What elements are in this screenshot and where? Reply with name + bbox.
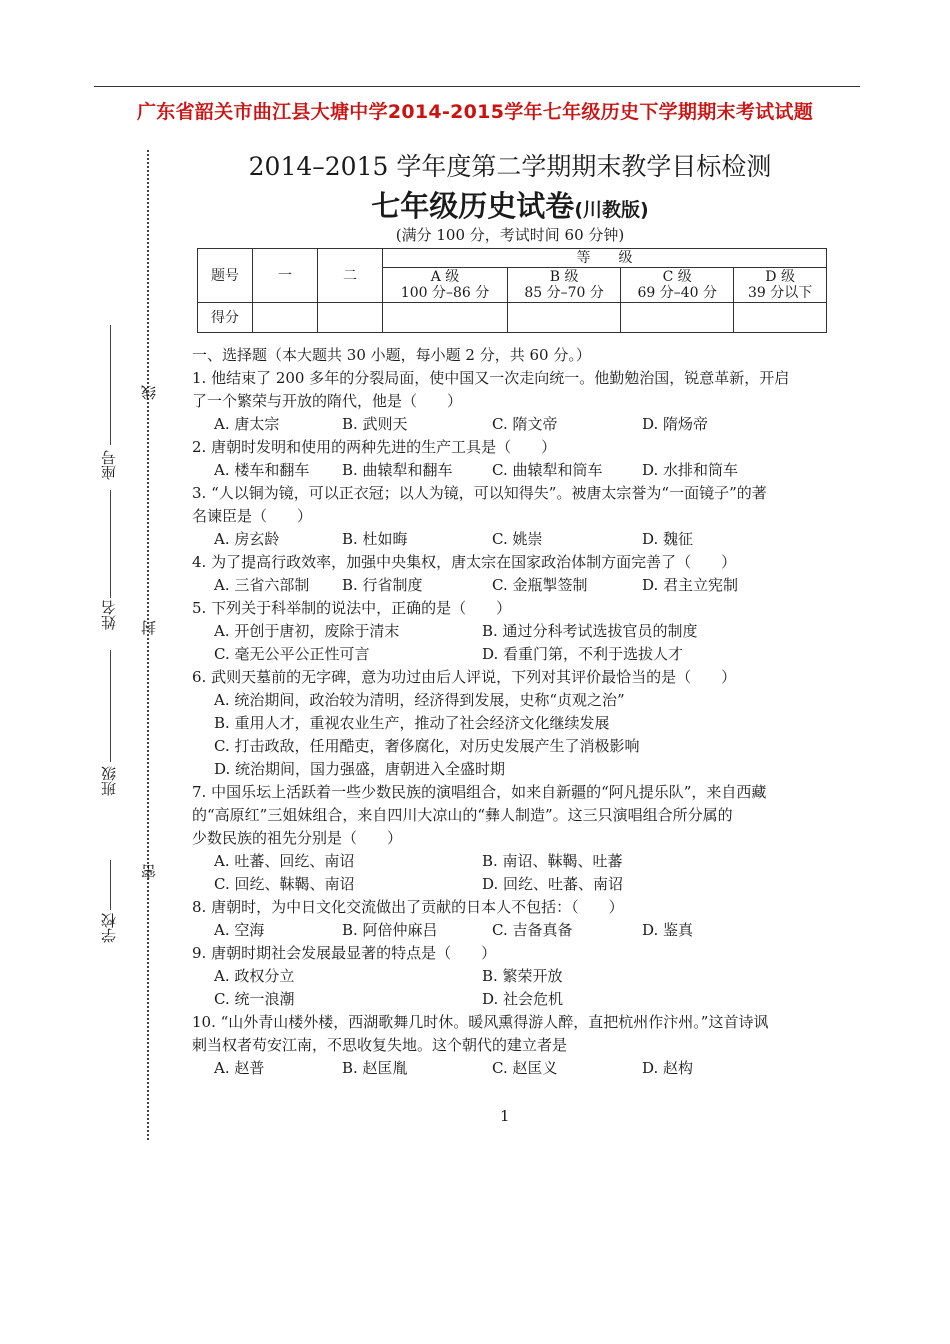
- question-6: [192, 666, 832, 781]
- question-3: [192, 482, 832, 551]
- answer-option: D. 回纥、吐蕃、南诏: [482, 875, 624, 893]
- question-2: [192, 436, 832, 482]
- option-row: [192, 643, 832, 666]
- answer-option: B. 南诏、靺鞨、吐蕃: [482, 852, 623, 870]
- grade-b-name: B 级: [549, 269, 579, 285]
- question-10: [192, 1011, 832, 1080]
- exam-subtitle-text: 七年级历史试卷: [371, 189, 575, 223]
- option-row: [192, 620, 832, 643]
- binding-blank-seat: [110, 325, 111, 445]
- answer-option: D. 隋炀帝: [642, 415, 709, 433]
- binding-blank-name: [110, 490, 111, 598]
- question-stem-line: 9. 唐朝时期社会发展最显著的特点是（ ）: [192, 944, 497, 962]
- grade-d-range: 39 分以下: [748, 285, 813, 301]
- question-stem-line: 少数民族的祖先分别是（ ）: [192, 829, 403, 847]
- answer-option: D. 社会危机: [482, 990, 564, 1008]
- answer-option: A. 房玄龄: [214, 530, 280, 548]
- exam-title: 2014–2015 学年度第二学期期末教学目标检测: [248, 152, 772, 181]
- answer-option: D. 看重门第，不利于选拔人才: [482, 645, 684, 663]
- question-5: [192, 597, 832, 666]
- answer-option: A. 开创于唐初，废除于清末: [214, 622, 400, 640]
- score-header-tihao: 题号: [198, 249, 253, 303]
- option-row: [192, 850, 832, 873]
- grade-c-name: C 级: [662, 269, 692, 285]
- score-cell-c: [621, 303, 734, 333]
- question-stem-line: 5. 下列关于科举制的说法中，正确的是（ ）: [192, 599, 512, 617]
- answer-option: C. 隋文帝: [492, 415, 558, 433]
- answer-option: D. 鉴真: [642, 921, 694, 939]
- option-row: [192, 988, 832, 1011]
- option-row: [192, 574, 832, 597]
- grade-b-range: 85 分–70 分: [524, 285, 604, 301]
- top-rule: [94, 86, 860, 87]
- score-header-grade: 等 级: [383, 249, 827, 268]
- grade-a: [383, 268, 508, 303]
- score-cell-d: [734, 303, 827, 333]
- seal-word-xian: 线: [140, 385, 158, 400]
- answer-option: C. 金瓶掣签制: [492, 576, 588, 594]
- score-header-two: 二: [318, 249, 383, 303]
- question-stem-line: 10. “山外青山楼外楼，西湖歌舞几时休。暖风熏得游人醉，直把杭州作汴州。”这首诗讽: [192, 1013, 769, 1031]
- binding-label-seat: 座号: [100, 450, 118, 480]
- grade-d-name: D 级: [765, 269, 795, 285]
- score-cell-a: [383, 303, 508, 333]
- grade-a-name: A 级: [430, 269, 460, 285]
- answer-option: D. 魏征: [642, 530, 694, 548]
- page-number: 1: [500, 1107, 510, 1125]
- question-stem-line: 刺当权者苟安江南，不思收复失地。这个朝代的建立者是: [192, 1036, 568, 1054]
- seal-word-mi: 密: [140, 864, 158, 879]
- answer-option: B. 繁荣开放: [482, 967, 563, 985]
- answer-option: B. 曲辕犁和翻车: [342, 461, 453, 479]
- answer-option: B. 通过分科考试选拔官员的制度: [482, 622, 698, 640]
- grade-d: [734, 268, 827, 303]
- question-stem-line: 1. 他结束了 200 多年的分裂局面，使中国又一次走向统一。他勤勉治国，锐意革新，开启: [192, 369, 790, 387]
- answer-option: C. 吉备真备: [492, 921, 573, 939]
- answer-option: D. 赵构: [642, 1059, 694, 1077]
- binding-label-school: 学校: [100, 913, 118, 943]
- option-row: [192, 413, 832, 436]
- exam-meta: (满分 100 分，考试时间 60 分钟): [395, 226, 625, 244]
- score-row-label: 得分: [198, 303, 253, 333]
- answer-option: B. 赵匡胤: [342, 1059, 408, 1077]
- answer-option: A. 吐蕃、回纥、南诏: [214, 852, 355, 870]
- answer-option: B. 重用人才，重视农业生产，推动了社会经济文化继续发展: [214, 714, 610, 732]
- score-table: [197, 248, 827, 333]
- answer-option: C. 姚崇: [492, 530, 543, 548]
- answer-option: A. 唐太宗: [214, 415, 280, 433]
- answer-option: C. 曲辕犁和筒车: [492, 461, 603, 479]
- question-4: [192, 551, 832, 597]
- grade-c: [621, 268, 734, 303]
- score-header-one: 一: [253, 249, 318, 303]
- question-stem-line: 名谏臣是（ ）: [192, 507, 313, 525]
- answer-option: C. 毫无公平公正性可言: [214, 645, 370, 663]
- option-row: [192, 528, 832, 551]
- answer-option: B. 武则天: [342, 415, 408, 433]
- answer-option: A. 三省六部制: [214, 576, 310, 594]
- answer-option: D. 统治期间，国力强盛，唐朝进入全盛时期: [214, 760, 506, 778]
- answer-option: A. 楼车和翻车: [214, 461, 310, 479]
- option-row: [192, 873, 832, 896]
- option-row: [192, 965, 832, 988]
- section-heading: 一、选择题（本大题共 30 小题，每小题 2 分，共 60 分。）: [192, 346, 591, 364]
- answer-option: A. 赵普: [214, 1059, 265, 1077]
- grade-a-range: 100 分–86 分: [400, 285, 490, 301]
- question-8: [192, 896, 832, 942]
- answer-option: C. 打击政敌，任用酷吏，奢侈腐化，对历史发展产生了消极影响: [214, 737, 640, 755]
- question-stem-line: 8. 唐朝时，为中日文化交流做出了贡献的日本人不包括：（ ）: [192, 898, 624, 916]
- score-cell-two: [318, 303, 383, 333]
- question-stem-line: 6. 武则天墓前的无字碑，意为功过由后人评说，下列对其评价最恰当的是（ ）: [192, 668, 737, 686]
- option-row: [192, 919, 832, 942]
- binding-blank-class: [110, 650, 111, 762]
- question-7: [192, 781, 832, 896]
- question-list: [192, 344, 832, 1080]
- grade-c-range: 69 分–40 分: [637, 285, 717, 301]
- question-stem-line: 4. 为了提高行政效率，加强中央集权，唐太宗在国家政治体制方面完善了（ ）: [192, 553, 737, 571]
- answer-option: A. 空海: [214, 921, 265, 939]
- question-stem-line: 7. 中国乐坛上活跃着一些少数民族的演唱组合，如来自新疆的“阿凡提乐队”，来自西藏: [192, 783, 767, 801]
- answer-option: B. 杜如晦: [342, 530, 408, 548]
- binding-dotted-line: [147, 150, 149, 1140]
- question-9: [192, 942, 832, 1011]
- answer-option: C. 统一浪潮: [214, 990, 295, 1008]
- question-stem-line: 了一个繁荣与开放的隋代，他是（ ）: [192, 392, 463, 410]
- answer-option: C. 赵匡义: [492, 1059, 558, 1077]
- binding-blank-school: [110, 860, 111, 910]
- answer-option: A. 政权分立: [214, 967, 295, 985]
- exam-subtitle: [170, 184, 850, 225]
- score-cell-one: [253, 303, 318, 333]
- seal-word-feng: 封: [140, 620, 158, 635]
- answer-option: D. 水排和筒车: [642, 461, 739, 479]
- question-stem-line: 2. 唐朝时发明和使用的两种先进的生产工具是（ ）: [192, 438, 557, 456]
- question-stem-line: 3. “人以铜为镜，可以正衣冠；以人为镜，可以知得失”。被唐太宗誉为“一面镜子”的著: [192, 484, 767, 502]
- grade-b: [508, 268, 621, 303]
- answer-option: B. 行省制度: [342, 576, 423, 594]
- score-cell-b: [508, 303, 621, 333]
- binding-label-name: 姓名: [100, 600, 118, 630]
- document-banner-title: 广东省韶关市曲江县大塘中学2014-2015学年七年级历史下学期期末考试试题: [136, 101, 814, 123]
- answer-option: C. 回纥、靺鞨、南诏: [214, 875, 355, 893]
- binding-label-class: 班级: [100, 766, 118, 796]
- option-row: [192, 459, 832, 482]
- question-1: [192, 367, 832, 436]
- answer-option: B. 阿倍仲麻吕: [342, 921, 438, 939]
- option-row: [192, 1057, 832, 1080]
- exam-edition: (川教版): [574, 199, 649, 221]
- question-stem-line: 的“高原红”三姐妹组合，来自四川大凉山的“彝人制造”。这三只演唱组合所分属的: [192, 806, 733, 824]
- answer-option: A. 统治期间，政治较为清明，经济得到发展，史称“贞观之治”: [214, 691, 625, 709]
- answer-option: D. 君主立宪制: [642, 576, 739, 594]
